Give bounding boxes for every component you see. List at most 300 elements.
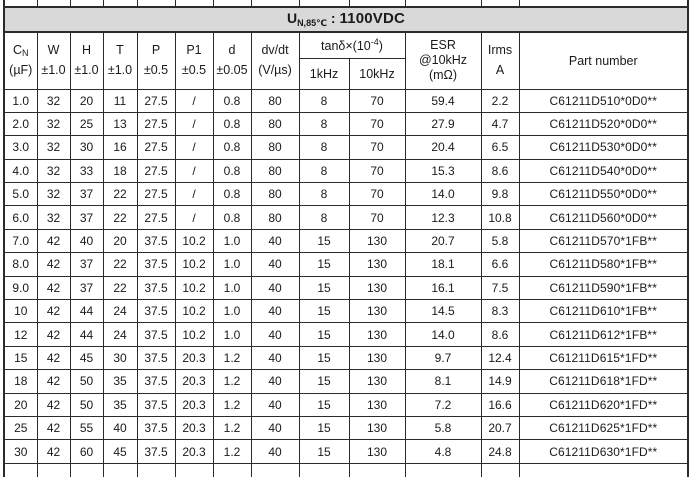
cutoff-cell [405, 0, 481, 7]
d-label: d [228, 43, 236, 58]
table-row [4, 112, 688, 135]
cell-tan-1khz: 15 [299, 300, 349, 323]
cell-w: 42 [37, 393, 70, 416]
cutoff-cell [70, 0, 103, 7]
cell-t: 35 [103, 370, 137, 393]
cell-p: 37.5 [137, 393, 175, 416]
cell-tan-1khz: 15 [299, 276, 349, 299]
table-row [4, 276, 688, 299]
cell-p1: / [175, 159, 213, 182]
cell-w: 42 [37, 300, 70, 323]
cell-d: 1.0 [213, 323, 251, 346]
table-row [4, 300, 688, 323]
cell-dvdt: 40 [251, 416, 299, 439]
w-label: W [47, 43, 60, 58]
cutoff-cell [4, 463, 37, 477]
cell-cn: 5.0 [4, 183, 37, 206]
cell-cn: 3.0 [4, 136, 37, 159]
cutoff-cell [103, 0, 137, 7]
p-label: P [151, 43, 161, 58]
cell-h: 37 [70, 253, 103, 276]
cell-cn: 9.0 [4, 276, 37, 299]
cell-t: 24 [103, 323, 137, 346]
cell-cn: 18 [4, 370, 37, 393]
col-header-p1 [175, 32, 213, 89]
table-row [4, 183, 688, 206]
cell-w: 32 [37, 183, 70, 206]
cell-esr: 7.2 [405, 393, 481, 416]
cell-dvdt: 40 [251, 300, 299, 323]
cell-esr: 14.5 [405, 300, 481, 323]
cell-tan-10khz: 130 [349, 393, 405, 416]
cell-part-number: C61211D580*1FB** [519, 253, 688, 276]
p1-label: P1 [186, 43, 202, 58]
esr-unit: (mΩ) [428, 68, 458, 83]
voltage-banner-row [4, 7, 688, 32]
cell-p: 37.5 [137, 323, 175, 346]
cutoff-row-top [4, 0, 688, 7]
cell-irms: 6.5 [481, 136, 519, 159]
cell-p1: 10.2 [175, 323, 213, 346]
cutoff-cell [4, 0, 37, 7]
cell-w: 42 [37, 416, 70, 439]
cell-part-number: C61211D520*0D0** [519, 112, 688, 135]
cell-d: 0.8 [213, 89, 251, 112]
col-header-1khz [299, 58, 349, 89]
voltage-banner [4, 7, 688, 32]
cell-d: 1.0 [213, 300, 251, 323]
cell-tan-1khz: 8 [299, 206, 349, 229]
cutoff-cell [103, 463, 137, 477]
cell-h: 37 [70, 183, 103, 206]
cell-p1: 20.3 [175, 440, 213, 463]
dvdt-label: dv/dt [261, 43, 289, 58]
cell-irms: 14.9 [481, 370, 519, 393]
cell-t: 22 [103, 253, 137, 276]
cutoff-cell [299, 0, 349, 7]
cell-h: 50 [70, 393, 103, 416]
cell-dvdt: 80 [251, 112, 299, 135]
cutoff-cell [519, 0, 688, 7]
cell-w: 32 [37, 159, 70, 182]
voltage-value: 1100VDC [339, 10, 406, 27]
cell-h: 37 [70, 206, 103, 229]
cell-h: 44 [70, 323, 103, 346]
freq-10khz-label: 10kHz [359, 66, 395, 81]
cn-unit: (µF) [9, 63, 33, 78]
h-label: H [81, 43, 92, 58]
cell-dvdt: 40 [251, 276, 299, 299]
table-row [4, 136, 688, 159]
cell-cn: 6.0 [4, 206, 37, 229]
t-label: T [116, 43, 124, 58]
irms-unit: A [495, 62, 505, 77]
cell-t: 22 [103, 183, 137, 206]
col-header-part-number [519, 32, 688, 89]
cell-part-number: C61211D610*1FB** [519, 300, 688, 323]
cell-d: 0.8 [213, 206, 251, 229]
cn-symbol: C [12, 43, 23, 58]
table-row [4, 253, 688, 276]
cell-esr: 14.0 [405, 323, 481, 346]
cell-dvdt: 40 [251, 370, 299, 393]
col-header-p [137, 32, 175, 89]
col-header-esr [405, 32, 481, 89]
tan-delta-label: tanδ×(10 [321, 39, 371, 54]
col-header-cn [4, 32, 37, 89]
cutoff-cell [481, 463, 519, 477]
cell-cn: 25 [4, 416, 37, 439]
cell-dvdt: 40 [251, 323, 299, 346]
table-row [4, 393, 688, 416]
cutoff-cell [137, 0, 175, 7]
cell-p1: / [175, 89, 213, 112]
cell-cn: 8.0 [4, 253, 37, 276]
cell-h: 60 [70, 440, 103, 463]
cell-p1: 10.2 [175, 229, 213, 252]
cutoff-cell [349, 463, 405, 477]
cell-part-number: C61211D625*1FD** [519, 416, 688, 439]
cell-p1: 10.2 [175, 276, 213, 299]
cell-p1: / [175, 112, 213, 135]
cell-irms: 5.8 [481, 229, 519, 252]
cell-dvdt: 40 [251, 346, 299, 369]
cell-tan-10khz: 130 [349, 276, 405, 299]
voltage-colon: : [326, 10, 340, 26]
cell-irms: 6.6 [481, 253, 519, 276]
cell-esr: 9.7 [405, 346, 481, 369]
cell-esr: 8.1 [405, 370, 481, 393]
cell-p1: / [175, 183, 213, 206]
cell-h: 25 [70, 112, 103, 135]
cell-d: 1.0 [213, 276, 251, 299]
cell-tan-10khz: 130 [349, 300, 405, 323]
cell-h: 33 [70, 159, 103, 182]
cell-tan-10khz: 70 [349, 112, 405, 135]
col-header-w [37, 32, 70, 89]
cell-dvdt: 80 [251, 89, 299, 112]
cell-esr: 20.7 [405, 229, 481, 252]
cell-t: 22 [103, 276, 137, 299]
header-row-1 [4, 32, 688, 58]
cell-irms: 8.6 [481, 323, 519, 346]
cell-tan-10khz: 130 [349, 440, 405, 463]
cell-cn: 2.0 [4, 112, 37, 135]
cell-t: 35 [103, 393, 137, 416]
cell-tan-10khz: 130 [349, 229, 405, 252]
cutoff-cell [70, 463, 103, 477]
cell-p: 37.5 [137, 276, 175, 299]
cell-t: 24 [103, 300, 137, 323]
cell-tan-1khz: 8 [299, 183, 349, 206]
cell-p: 27.5 [137, 206, 175, 229]
cell-cn: 4.0 [4, 159, 37, 182]
cell-tan-1khz: 8 [299, 159, 349, 182]
cell-cn: 12 [4, 323, 37, 346]
cell-t: 40 [103, 416, 137, 439]
cell-esr: 20.4 [405, 136, 481, 159]
table-row [4, 89, 688, 112]
cell-p1: 10.2 [175, 253, 213, 276]
cell-d: 0.8 [213, 183, 251, 206]
cell-esr: 12.3 [405, 206, 481, 229]
cell-h: 20 [70, 89, 103, 112]
cell-tan-1khz: 15 [299, 229, 349, 252]
cell-p: 27.5 [137, 89, 175, 112]
cutoff-cell [349, 0, 405, 7]
cell-tan-1khz: 15 [299, 253, 349, 276]
cell-t: 16 [103, 136, 137, 159]
cell-w: 32 [37, 206, 70, 229]
cell-part-number: C61211D620*1FD** [519, 393, 688, 416]
tan-delta-suffix: ) [378, 39, 383, 54]
cutoff-cell [405, 463, 481, 477]
cell-part-number: C61211D615*1FD** [519, 346, 688, 369]
cell-d: 0.8 [213, 112, 251, 135]
voltage-subscript: N,85℃ [297, 18, 327, 28]
table-row [4, 346, 688, 369]
col-header-tan-delta [299, 32, 405, 58]
cell-t: 22 [103, 206, 137, 229]
cell-h: 30 [70, 136, 103, 159]
d-tolerance: ±0.05 [216, 62, 248, 77]
cell-part-number: C61211D540*0D0** [519, 159, 688, 182]
cell-irms: 24.8 [481, 440, 519, 463]
cell-part-number: C61211D618*1FD** [519, 370, 688, 393]
cell-cn: 1.0 [4, 89, 37, 112]
cell-dvdt: 80 [251, 136, 299, 159]
w-tolerance: ±1.0 [41, 62, 66, 77]
cell-d: 1.2 [213, 346, 251, 369]
cell-d: 1.0 [213, 253, 251, 276]
cell-tan-1khz: 8 [299, 112, 349, 135]
cell-irms: 10.8 [481, 206, 519, 229]
cell-cn: 7.0 [4, 229, 37, 252]
cell-p1: 20.3 [175, 346, 213, 369]
cell-d: 1.0 [213, 229, 251, 252]
cell-d: 1.2 [213, 370, 251, 393]
table-row [4, 416, 688, 439]
col-header-d [213, 32, 251, 89]
p-tolerance: ±0.5 [143, 62, 169, 77]
cell-tan-10khz: 70 [349, 136, 405, 159]
cell-w: 42 [37, 346, 70, 369]
cell-p1: / [175, 136, 213, 159]
col-header-t [103, 32, 137, 89]
cutoff-cell [37, 463, 70, 477]
cell-w: 32 [37, 89, 70, 112]
cell-p: 27.5 [137, 159, 175, 182]
cell-tan-1khz: 8 [299, 89, 349, 112]
col-header-dvdt [251, 32, 299, 89]
cell-dvdt: 80 [251, 183, 299, 206]
cutoff-cell [251, 0, 299, 7]
cell-d: 0.8 [213, 136, 251, 159]
cell-w: 42 [37, 370, 70, 393]
esr-label: ESR [430, 37, 456, 52]
col-header-h [70, 32, 103, 89]
cell-w: 32 [37, 112, 70, 135]
table-row [4, 206, 688, 229]
cell-tan-1khz: 15 [299, 416, 349, 439]
cell-t: 18 [103, 159, 137, 182]
cell-d: 1.2 [213, 393, 251, 416]
cell-t: 30 [103, 346, 137, 369]
cell-tan-10khz: 130 [349, 370, 405, 393]
cell-p1: 10.2 [175, 300, 213, 323]
cutoff-cell [213, 463, 251, 477]
cell-esr: 16.1 [405, 276, 481, 299]
cutoff-cell [175, 0, 213, 7]
cell-tan-1khz: 15 [299, 346, 349, 369]
cell-cn: 20 [4, 393, 37, 416]
cell-p: 37.5 [137, 253, 175, 276]
t-tolerance: ±1.0 [107, 62, 133, 77]
voltage-symbol: U [286, 10, 298, 26]
cell-w: 42 [37, 253, 70, 276]
cell-part-number: C61211D550*0D0** [519, 183, 688, 206]
cell-irms: 7.5 [481, 276, 519, 299]
cutoff-cell [175, 463, 213, 477]
cell-p: 37.5 [137, 229, 175, 252]
cell-p: 27.5 [137, 183, 175, 206]
cutoff-cell [481, 0, 519, 7]
cell-esr: 15.3 [405, 159, 481, 182]
freq-1khz-label: 1kHz [309, 66, 339, 81]
cell-p: 37.5 [137, 346, 175, 369]
cell-part-number: C61211D612*1FB** [519, 323, 688, 346]
cell-part-number: C61211D570*1FB** [519, 229, 688, 252]
cell-p1: 20.3 [175, 416, 213, 439]
h-tolerance: ±1.0 [74, 62, 99, 77]
cell-w: 42 [37, 276, 70, 299]
p1-tolerance: ±0.5 [181, 62, 207, 77]
cell-t: 13 [103, 112, 137, 135]
cell-irms: 16.6 [481, 393, 519, 416]
cutoff-cell [299, 463, 349, 477]
cell-irms: 9.8 [481, 183, 519, 206]
cell-tan-10khz: 70 [349, 89, 405, 112]
cell-p1: 20.3 [175, 393, 213, 416]
cell-w: 32 [37, 136, 70, 159]
col-header-irms [481, 32, 519, 89]
cell-tan-1khz: 8 [299, 136, 349, 159]
part-number-label: Part number [568, 53, 638, 68]
cell-t: 45 [103, 440, 137, 463]
col-header-10khz [349, 58, 405, 89]
cell-p: 37.5 [137, 300, 175, 323]
cutoff-cell [519, 463, 688, 477]
cell-esr: 18.1 [405, 253, 481, 276]
cell-tan-10khz: 130 [349, 416, 405, 439]
cell-esr: 27.9 [405, 112, 481, 135]
table-row [4, 229, 688, 252]
cell-part-number: C61211D530*0D0** [519, 136, 688, 159]
cell-esr: 5.8 [405, 416, 481, 439]
cell-tan-10khz: 130 [349, 323, 405, 346]
cell-part-number: C61211D630*1FD** [519, 440, 688, 463]
cell-irms: 4.7 [481, 112, 519, 135]
cutoff-cell [137, 463, 175, 477]
cell-cn: 15 [4, 346, 37, 369]
cell-p: 37.5 [137, 440, 175, 463]
cell-dvdt: 40 [251, 440, 299, 463]
cell-esr: 14.0 [405, 183, 481, 206]
spec-table [3, 0, 689, 477]
cell-p: 37.5 [137, 370, 175, 393]
cutoff-cell [37, 0, 70, 7]
cell-tan-1khz: 15 [299, 370, 349, 393]
cell-p: 27.5 [137, 136, 175, 159]
tan-delta-exponent: -4 [370, 37, 379, 48]
cell-dvdt: 40 [251, 393, 299, 416]
cell-part-number: C61211D510*0D0** [519, 89, 688, 112]
cell-h: 50 [70, 370, 103, 393]
dvdt-unit: (V/µs) [258, 62, 292, 77]
cell-part-number: C61211D560*0D0** [519, 206, 688, 229]
cn-subscript: N [22, 48, 29, 59]
cell-h: 45 [70, 346, 103, 369]
cell-d: 1.2 [213, 416, 251, 439]
table-row [4, 370, 688, 393]
cell-part-number: C61211D590*1FB** [519, 276, 688, 299]
cell-d: 0.8 [213, 159, 251, 182]
table-row [4, 323, 688, 346]
cell-irms: 20.7 [481, 416, 519, 439]
cell-tan-1khz: 15 [299, 440, 349, 463]
cell-esr: 59.4 [405, 89, 481, 112]
cell-tan-10khz: 70 [349, 183, 405, 206]
cell-tan-10khz: 70 [349, 206, 405, 229]
cell-cn: 30 [4, 440, 37, 463]
cell-h: 55 [70, 416, 103, 439]
esr-frequency: @10kHz [418, 53, 468, 68]
cell-cn: 10 [4, 300, 37, 323]
cutoff-cell [213, 0, 251, 7]
cell-esr: 4.8 [405, 440, 481, 463]
table-body [4, 89, 688, 463]
table-row [4, 159, 688, 182]
cell-tan-1khz: 15 [299, 393, 349, 416]
cell-d: 1.2 [213, 440, 251, 463]
cell-tan-10khz: 130 [349, 253, 405, 276]
cell-dvdt: 80 [251, 159, 299, 182]
cell-h: 40 [70, 229, 103, 252]
cell-dvdt: 40 [251, 229, 299, 252]
cell-irms: 8.6 [481, 159, 519, 182]
cell-tan-10khz: 130 [349, 346, 405, 369]
cell-w: 42 [37, 323, 70, 346]
cell-t: 20 [103, 229, 137, 252]
cell-p: 37.5 [137, 416, 175, 439]
cutoff-row-bottom [4, 463, 688, 477]
cell-dvdt: 80 [251, 206, 299, 229]
cell-tan-10khz: 70 [349, 159, 405, 182]
cell-h: 37 [70, 276, 103, 299]
cell-p1: / [175, 206, 213, 229]
cell-w: 42 [37, 440, 70, 463]
cell-irms: 12.4 [481, 346, 519, 369]
cell-irms: 8.3 [481, 300, 519, 323]
cutoff-cell [251, 463, 299, 477]
cell-dvdt: 40 [251, 253, 299, 276]
irms-label: Irms [487, 43, 513, 58]
cell-p1: 20.3 [175, 370, 213, 393]
cell-h: 44 [70, 300, 103, 323]
cell-tan-1khz: 15 [299, 323, 349, 346]
table-row [4, 440, 688, 463]
cell-p: 27.5 [137, 112, 175, 135]
